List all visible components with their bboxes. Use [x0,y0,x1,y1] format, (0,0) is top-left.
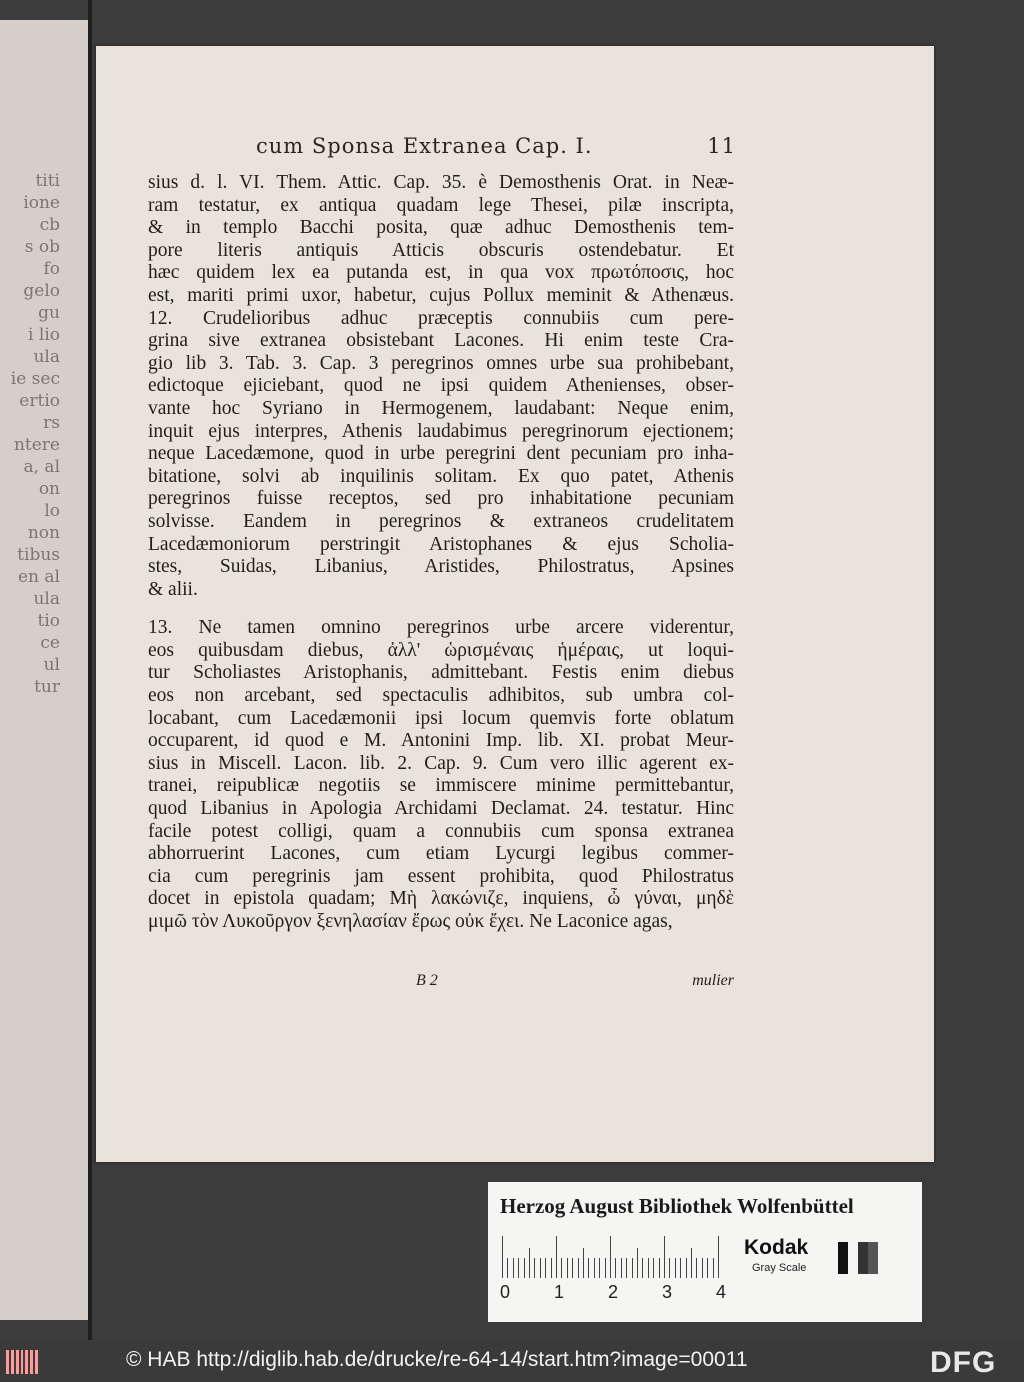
margin-fragment: gu [38,303,60,323]
catchword: mulier [692,972,734,989]
barcode-icon [6,1350,38,1374]
ruler-number: 0 [500,1282,511,1302]
ruler-tick [599,1258,600,1278]
margin-fragment: i lio [28,325,60,345]
ruler-tick [567,1258,568,1278]
ruler-tick [696,1258,697,1278]
ruler-tick [675,1258,676,1278]
signature-mark: B 2 [416,972,438,989]
ruler-tick [626,1258,627,1278]
text-line: cia cum peregrinis jam essent prohibita, quod Philostratus [148,865,734,887]
text-line: neque Lacedæmone, quod in urbe peregrini dent pecuniam pro inha- [148,443,734,465]
ruler-number: 2 [608,1282,619,1302]
previous-page-fragments [0,170,60,698]
ruler-tick [615,1258,616,1278]
text-line: Lacedæmoniorum perstringit Aristophanes & ejus Scholia- [148,533,734,555]
ruler-tick [664,1236,665,1278]
margin-fragment: ntere [13,435,60,455]
ruler-tick [551,1258,552,1278]
margin-fragment: s ob [24,237,60,257]
page-body-text [148,172,734,934]
margin-fragment: tio [37,611,60,631]
margin-fragment: tur [34,677,60,697]
text-line: tur Scholiastes Aristophanis, admittebant. Festis enim diebus [148,662,734,684]
ruler-tick [621,1258,622,1278]
margin-fragment: en al [18,567,60,587]
text-line: μιμῶ τὸν Λυκοῦργον ξενηλασίαν ἔρως οὐκ ἔχει. Ne Laconice agas, [148,911,673,932]
margin-fragment: ertio [19,391,60,411]
running-head-title: cum Sponsa Extranea Cap. I. [256,134,593,158]
margin-fragment: on [38,479,60,499]
ruler-tick [610,1236,611,1278]
margin-fragment: ula [33,347,60,367]
margin-fragment: rs [43,413,60,433]
margin-fragment: tibus [17,545,60,565]
text-line: 12. Crudelioribus adhuc præceptis connubiis cum pere- [148,307,734,329]
text-line: peregrinos fuisse receptos, sed pro inhabitatione pecuniam [148,488,734,510]
text-line: eos non arcebant, sed spectaculis adhibitos, sub umbra col- [148,685,734,707]
margin-fragment: titi [35,171,60,191]
ruler-tick [502,1236,503,1278]
ruler-tick [561,1258,562,1278]
ruler-number: 4 [716,1282,727,1302]
ruler-tick [529,1248,530,1278]
text-line: occuparent, id quod e M. Antonini Imp. lib. XI. probat Meur- [148,730,734,752]
text-line: gio lib 3. Tab. 3. Cap. 3 peregrinos omnes urbe sua prohibebant, [148,352,734,374]
margin-fragment: cb [39,215,60,235]
ruler-tick [534,1258,535,1278]
margin-fragment: gelo [23,281,60,301]
ruler-tick [524,1258,525,1278]
ruler-tick [588,1258,589,1278]
margin-fragment: ul [43,655,60,675]
ruler-tick [713,1258,714,1278]
kodak-logo: Kodak [744,1236,809,1259]
text-line: & alii. [148,578,198,600]
ruler-tick [605,1258,606,1278]
margin-fragment: non [27,523,60,543]
text-line: tranei, reipublicæ negotiis se immiscere minime permittebantur, [148,775,734,797]
card-title: Herzog August Bibliothek Wolfenbüttel [500,1194,854,1218]
ruler-tick [583,1248,584,1278]
margin-fragment: ie sec [10,369,60,389]
ruler-tick [513,1258,514,1278]
ruler-tick [718,1236,719,1278]
ruler-tick [545,1258,546,1278]
ruler-tick [707,1258,708,1278]
text-line: quod Libanius in Apologia Archidami Declamat. 24. testatur. Hinc [148,798,734,820]
ruler-number: 1 [554,1282,565,1302]
ruler-tick [572,1258,573,1278]
text-line: sius in Miscell. Lacon. lib. 2. Cap. 9. Cum vero illic agerent ex- [148,752,734,774]
ruler-tick [653,1258,654,1278]
text-line: facile potest colligi, quam a connubiis cum sponsa extranea [148,820,734,842]
text-line: hæc quidem lex ea putanda est, in qua vox πρωτόποσις, hoc [148,262,734,284]
margin-fragment: a, al [23,457,60,477]
ruler-tick [648,1258,649,1278]
text-line: edictoque ejiciebant, quod ne ipsi quidem Athenienses, obser- [148,375,734,397]
text-line: stes, Suidas, Libanius, Aristides, Philostratus, Apsines [148,556,734,578]
text-line: pore literis antiquis Atticis obscuris ostendebatur. Et [148,239,734,261]
page-footer-marks [148,972,734,990]
gray-swatches [838,1242,878,1274]
text-line: est, mariti primi uxor, habetur, cujus Pollux meminit & Athenæus. [148,284,734,306]
ruler-tick [518,1258,519,1278]
paragraph-gap [148,601,734,617]
dfg-logo: DFG [930,1346,997,1379]
ruler-tick [594,1258,595,1278]
text-line: ram testatur, ex antiqua quadam lege Thesei, pilæ inscripta, [148,194,734,216]
running-head [256,134,736,158]
ruler-tick [540,1258,541,1278]
text-line: sius d. l. VI. Them. Attic. Cap. 35. è Demosthenis Orat. in Neæ- [148,172,734,193]
margin-fragment: ula [33,589,60,609]
ruler-tick [632,1258,633,1278]
ruler-scale [502,1236,720,1278]
ruler-tick [556,1236,557,1278]
margin-fragment: lo [44,501,60,521]
colour-reference-card [488,1182,922,1322]
viewer-footer [0,1340,1024,1382]
text-line: eos quibusdam diebus, ἀλλ' ὡρισμέναις ἡμέραις, ut loqui- [148,639,734,661]
margin-fragment: ione [23,193,60,213]
gray-scale-label: Gray Scale [752,1262,807,1274]
ruler-number: 3 [662,1282,673,1302]
ruler-tick [659,1258,660,1278]
text-line: inquit ejus interpres, Athenis laudabimus peregrinorum ejectionem; [148,420,734,442]
ruler-tick [680,1258,681,1278]
margin-fragment: fo [43,259,60,279]
gutter-shadow [88,0,92,1340]
text-line: vante hoc Syriano in Hermogenem, laudabant: Neque enim, [148,397,734,419]
page-number: 11 [707,134,736,158]
ruler-tick [686,1258,687,1278]
ruler-tick [702,1258,703,1278]
text-line: bitatione, solvi ab inquilinis solitam. Ex quo patet, Athenis [148,465,734,487]
ruler-tick [642,1258,643,1278]
text-line: locabant, cum Lacedæmonii ipsi locum quemvis forte oblatum [148,707,734,729]
ruler-tick [637,1248,638,1278]
ruler-tick [669,1258,670,1278]
margin-fragment: ce [40,633,60,653]
ruler-tick [578,1258,579,1278]
copyright-link[interactable]: © HAB http://diglib.hab.de/drucke/re-64-14/start.htm?image=00011 [126,1348,748,1371]
ruler-tick [691,1248,692,1278]
text-line: grina sive extranea obsistebant Lacones. Hi enim teste Cra- [148,330,734,352]
text-line: abhorruerint Lacones, cum etiam Lycurgi legibus commer- [148,843,734,865]
text-line: 13. Ne tamen omnino peregrinos urbe arcere viderentur, [148,617,734,639]
ruler-tick [507,1258,508,1278]
text-line: docet in epistola quadam; Μὴ λακώνιζε, inquiens, ὦ γύναι, μηδὲ [148,888,734,910]
text-line: & in templo Bacchi posita, quæ adhuc Demosthenis tem- [148,217,734,239]
text-line: solvisse. Eandem in peregrinos & extraneos crudelitatem [148,510,734,532]
